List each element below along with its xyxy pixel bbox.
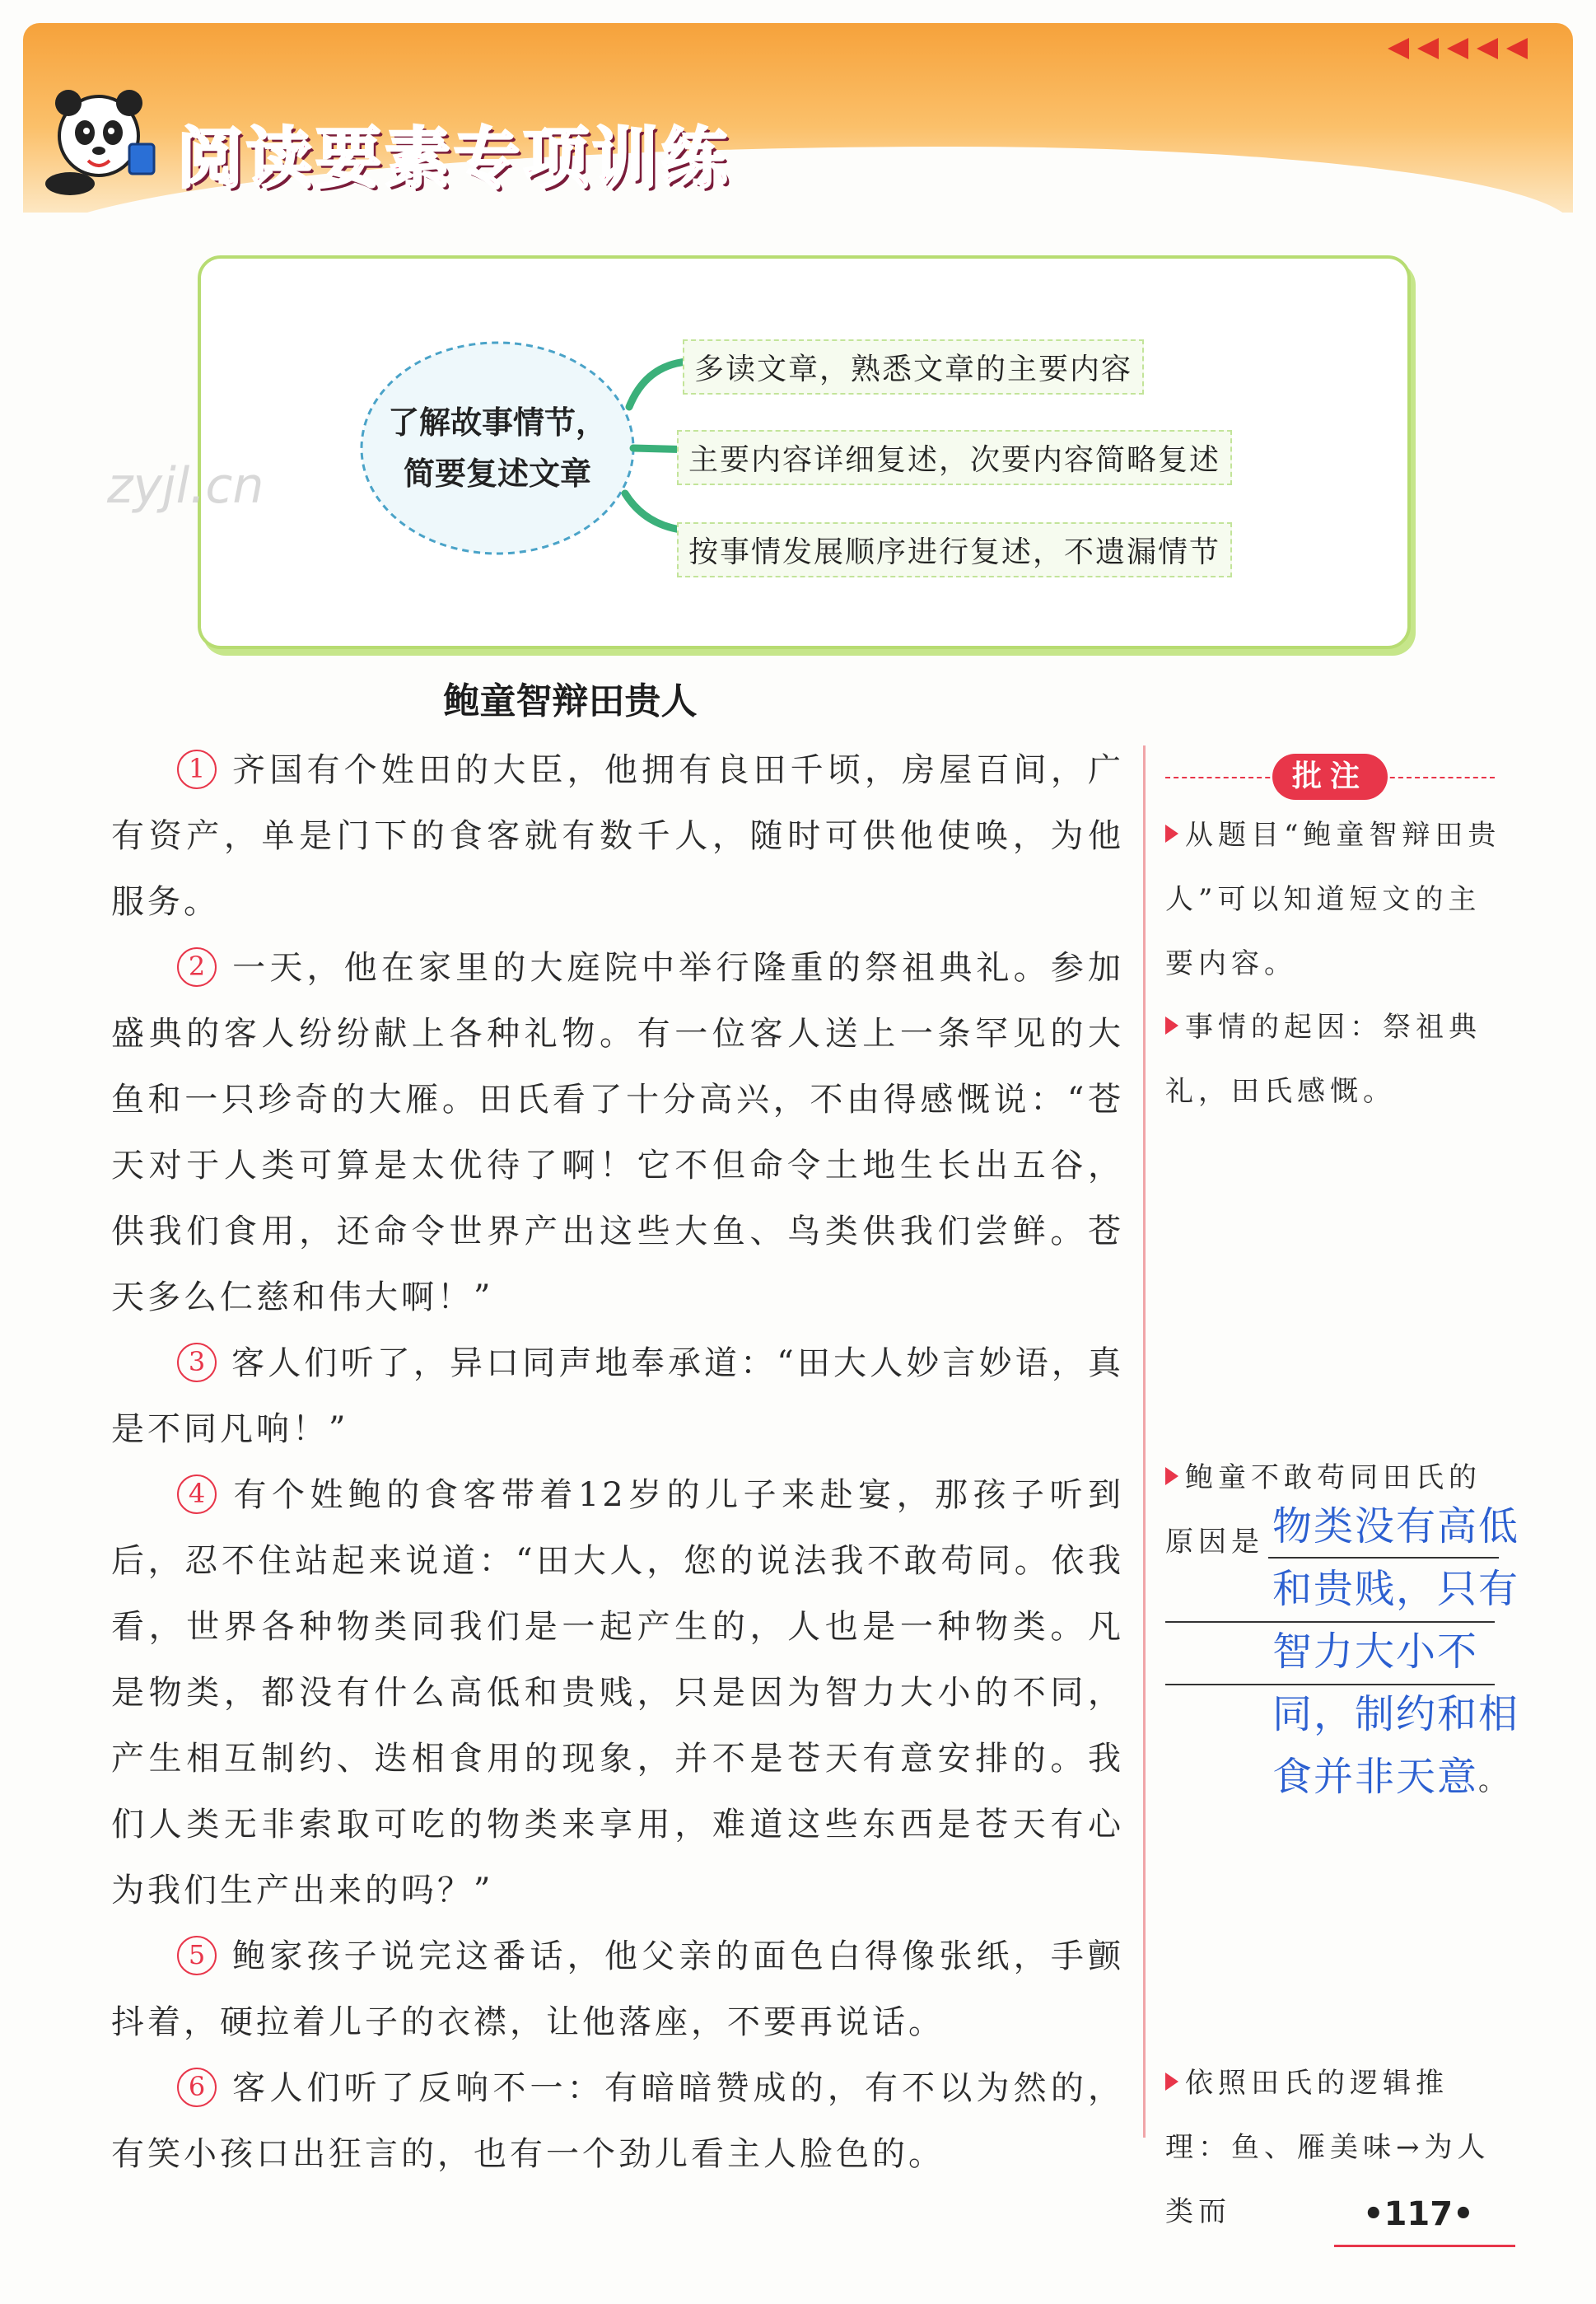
paragraph-number: 2 — [177, 947, 217, 987]
paragraph-number: 6 — [177, 2068, 217, 2107]
answer-underline — [1268, 1557, 1499, 1559]
annotation-note-4-text: 依照田氏的逻辑推理：鱼、雁美味→为人类而 — [1165, 2067, 1491, 2228]
paragraph-number: 3 — [177, 1343, 217, 1382]
annotation-note-3-prefix: 鲍童不敢苟同田氏的原因是 — [1165, 1461, 1482, 1559]
mindmap-center-line2: 简要复述文章 — [403, 456, 591, 492]
paragraph-2 — [111, 935, 1124, 1330]
paragraph-1 — [111, 737, 1124, 935]
annotation-badge: 批注 — [1272, 754, 1388, 800]
paragraph-5 — [111, 1923, 1124, 2055]
annotation-note-2-text: 事情的起因：祭祖典礼，田氏感慨。 — [1165, 1011, 1482, 1108]
handwritten-answer-text: 物类没有高低和贵贱，只有智力大小不同，制约和相食并非天意 — [1272, 1503, 1520, 1800]
answer-underline — [1165, 1684, 1495, 1685]
annotation-note-1-text: 从题目“鲍童智辩田贵人”可以知道短文的主要内容。 — [1165, 819, 1501, 980]
answer-underline — [1165, 1621, 1495, 1623]
mindmap-branch-1: 多读文章，熟悉文章的主要内容 — [683, 339, 1144, 395]
mindmap-center-node — [366, 341, 629, 555]
mindmap-box — [198, 255, 1411, 649]
column-divider — [1143, 745, 1146, 2138]
paragraph-text: 一天，他在家里的大庭院中举行隆重的祭祖典礼。参加盛典的客人纷纷献上各种礼物。有一位客人送上一条罕见的大鱼和一只珍奇的大雁。田氏看了十分高兴，不由得感慨说：“苍天对于人类可算是太优待了啊！它不但命令土地生长出五谷，供我们食用，还命令世界产出这些大鱼、鸟类供我们尝鲜。苍天多么仁慈和伟大啊！” — [111, 949, 1124, 1316]
annotation-header — [1165, 754, 1495, 803]
paragraph-text: 有个姓鲍的食客带着12岁的儿子来赴宴，那孩子听到后，忍不住站起来说道：“田大人，您的说法我不敢苟同。依我看，世界各种物类同我们是一起产生的，人也是一种物类。凡是物类，都没有什么高低和贵贱，只是因为智力大小的不同，产生相互制约、迭相食用的现象，并不是苍天有意安排的。我们人类无非索取可吃的物类来享用，难道这些东西是苍天有心为我们生产出来的吗？” — [111, 1476, 1124, 1909]
watermark: zyjl.cn — [107, 457, 264, 515]
mindmap-branch-2: 主要内容详细复述，次要内容简略复述 — [677, 430, 1232, 485]
paragraph-number: 1 — [177, 750, 217, 789]
triangle-bullet-icon — [1165, 2073, 1178, 2091]
article-title: 鲍童智辩田贵人 — [443, 680, 698, 722]
page-number-underline — [1334, 2245, 1515, 2247]
paragraph-4 — [111, 1462, 1124, 1923]
triangle-bullet-icon — [1165, 1016, 1178, 1035]
chevron-arrows-icon — [1388, 38, 1528, 59]
paragraph-text: 客人们听了反响不一：有暗暗赞成的，有不以为然的，有笑小孩口出狂言的，也有一个劲儿看主人脸色的。 — [111, 2069, 1124, 2173]
triangle-bullet-icon — [1165, 825, 1178, 843]
page-title: 阅读要素专项训练 — [177, 120, 730, 197]
panda-mascot-icon — [37, 78, 161, 202]
triangle-bullet-icon — [1165, 1467, 1178, 1485]
paragraph-number: 5 — [177, 1936, 217, 1975]
page-number: •117• — [1363, 2195, 1474, 2233]
annotation-note-3-suffix: 。 — [1478, 1764, 1509, 1797]
annotation-note-1 — [1165, 803, 1503, 996]
handwritten-answer — [1165, 1495, 1532, 1812]
paragraph-3 — [111, 1330, 1124, 1462]
annotation-note-2 — [1165, 995, 1503, 1124]
paragraph-text: 鲍家孩子说完这番话，他父亲的面色白得像张纸，手颤抖着，硬拉着儿子的衣襟，让他落座，不要再说话。 — [111, 1937, 1124, 2041]
paragraph-6 — [111, 2055, 1124, 2187]
paragraph-text: 齐国有个姓田的大臣，他拥有良田千顷，房屋百间，广有资产，单是门下的食客就有数千人，随时可供他使唤，为他服务。 — [111, 751, 1124, 921]
article-body — [111, 737, 1124, 2187]
paragraph-text: 客人们听了，异口同声地奉承道：“田大人妙言妙语，真是不同凡响！” — [111, 1344, 1124, 1448]
mindmap-branch-3: 按事情发展顺序进行复述，不遗漏情节 — [677, 522, 1232, 577]
paragraph-number: 4 — [177, 1474, 217, 1514]
mindmap-center-line1: 了解故事情节， — [387, 404, 607, 441]
